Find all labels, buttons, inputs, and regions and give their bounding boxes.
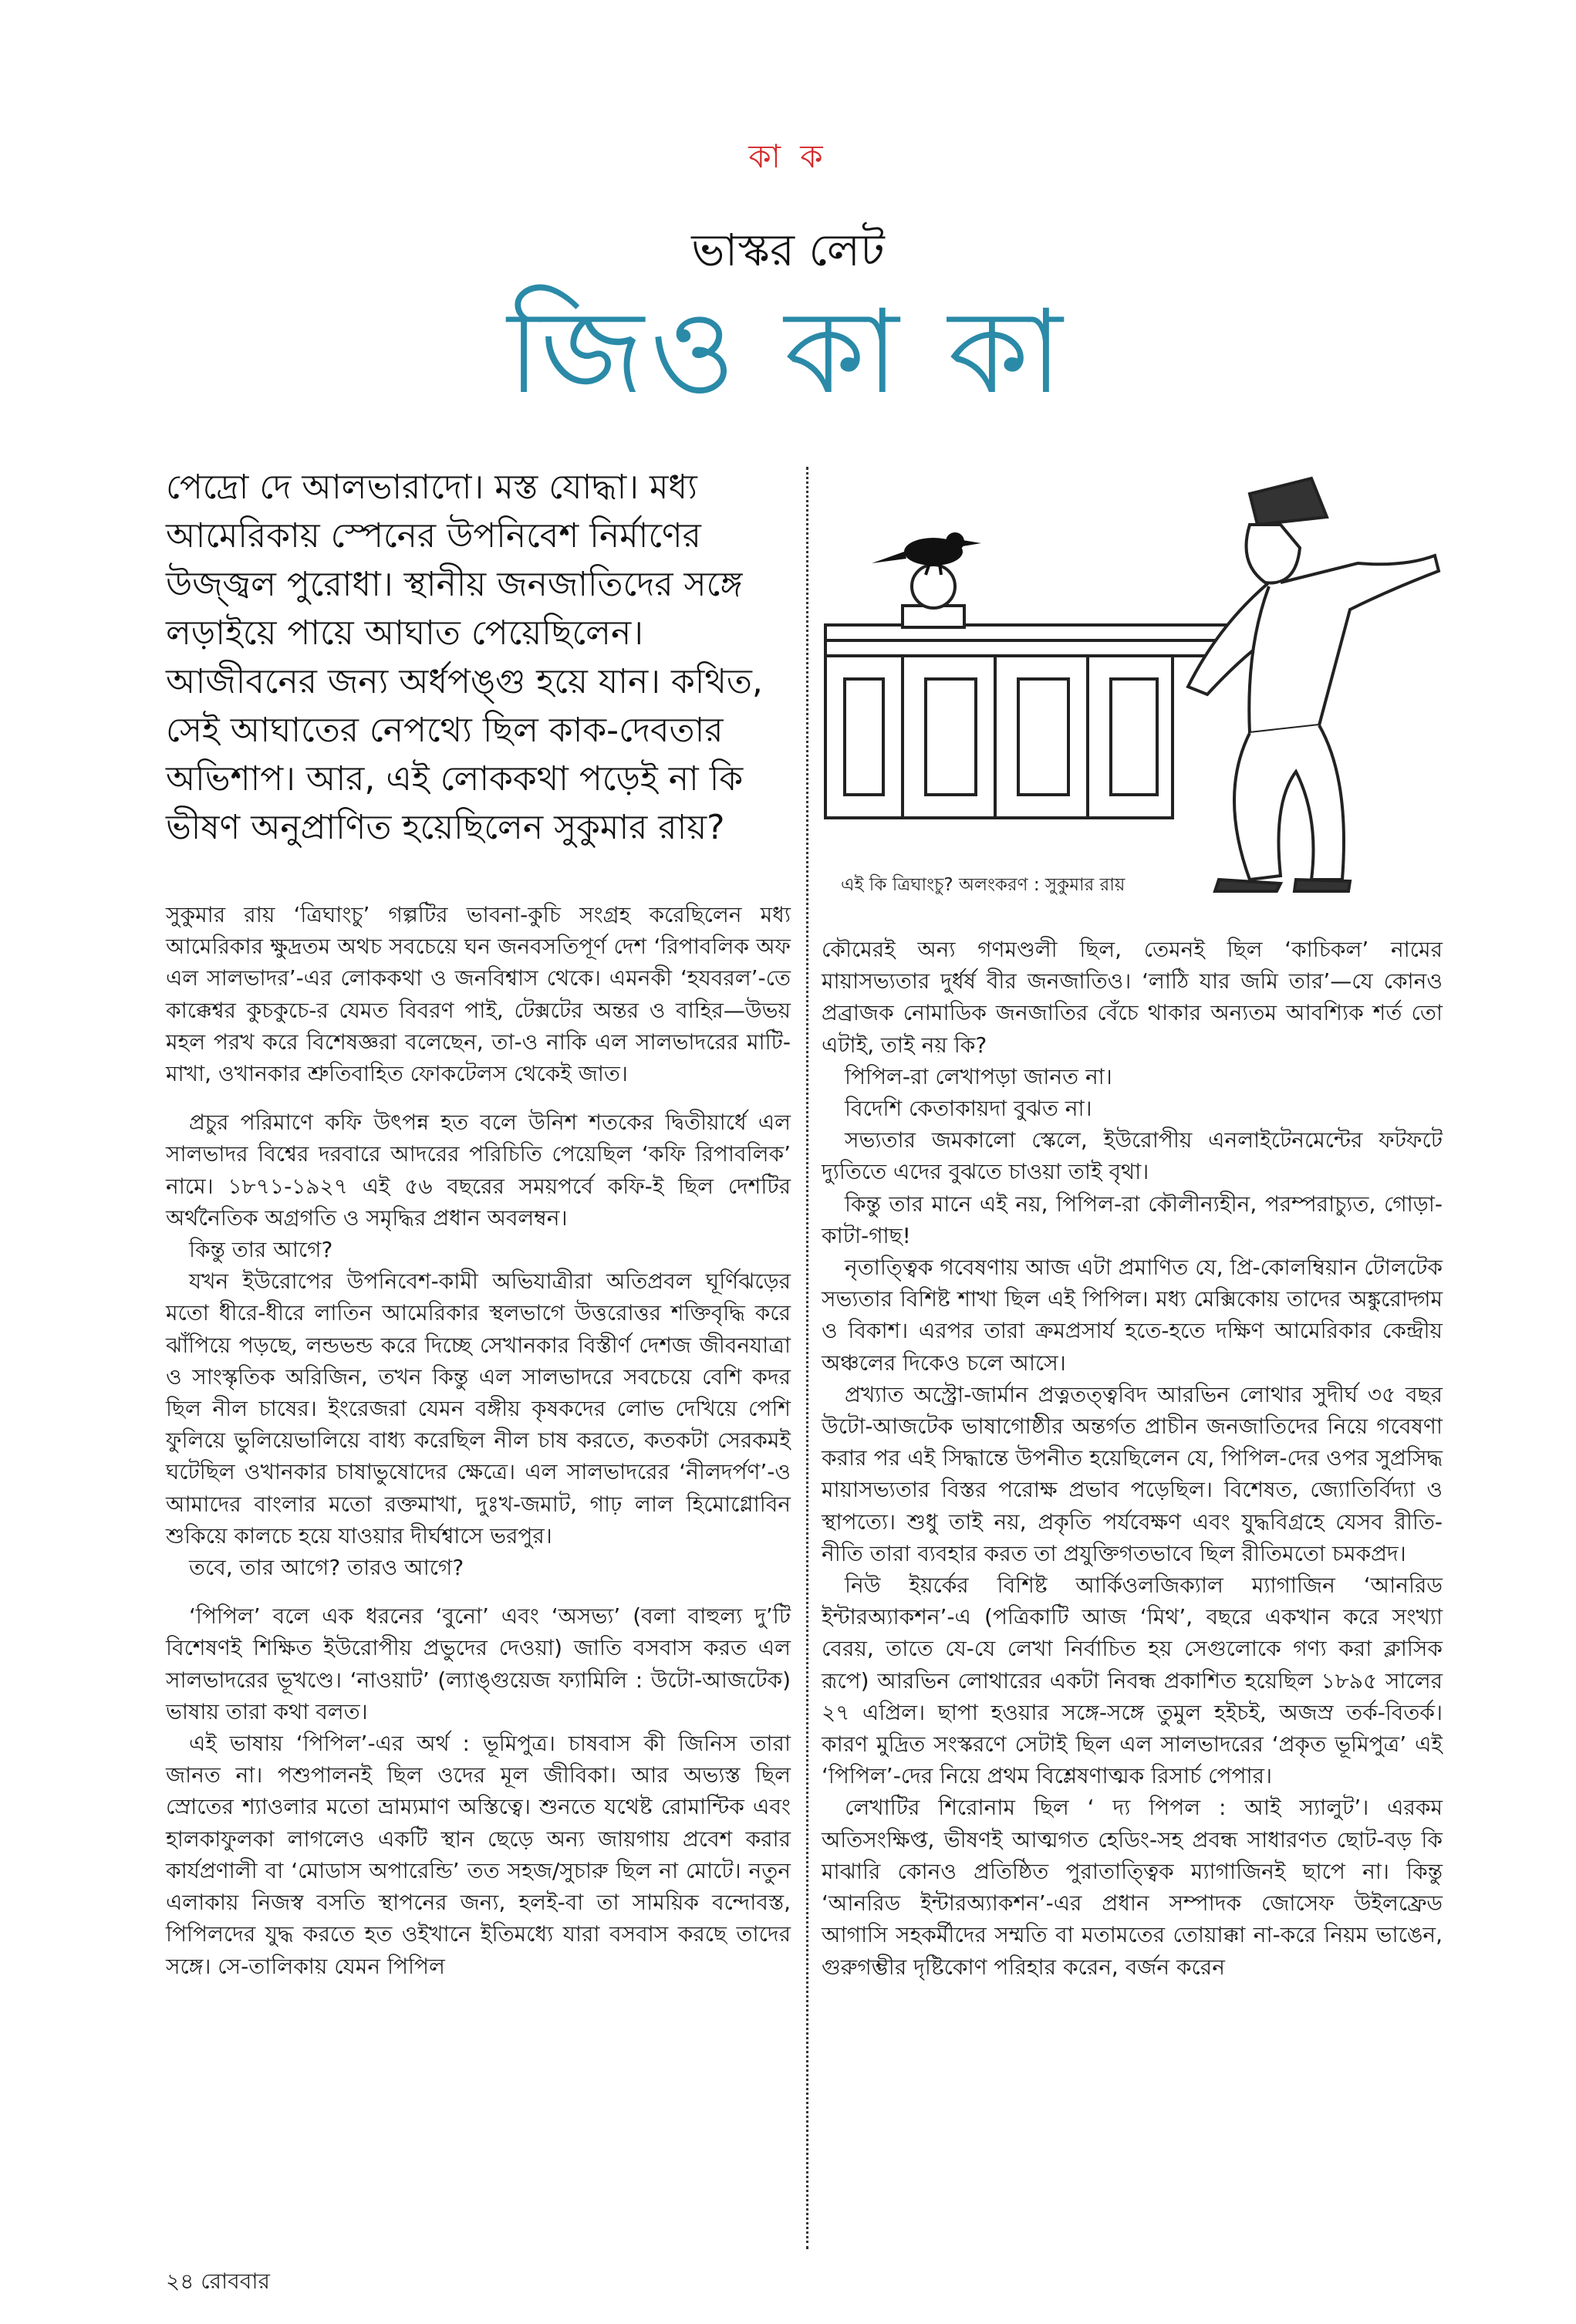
left-column — [166, 899, 791, 1982]
headline: জিও কা কা — [507, 285, 1069, 420]
paragraph: নিউ ইয়র্কের বিশিষ্ট আর্কিওলজিক্যাল ম্যাগাজিন ‘আনরিড ইন্টারঅ্যাকশন’-এ (পত্রিকাটি আজ ‘মিথ’, বছরে একখান করে সংখ্যা বেরয়, তাতে যে-যে লেখা নির্বাচিত হয় সেগুলোকে গণ্য করা ক্লাসিক রূপে) আরভিন লোথারের একটা নিবন্ধ প্রকাশিত হয়েছিল ১৮৯৫ সালের ২৭ এপ্রিল। ছাপা হওয়ার সঙ্গে-সঙ্গে তুমুল হইচই, অজস্র তর্ক-বিতর্ক। কারণ মুদ্রিত সংস্করণে সেটাই ছিল এল সালভাদরের ‘প্রকৃত ভূমিপুত্র’ এই ‘পিপিল’-দের নিয়ে প্রথম বিশ্লেষণাত্মক রিসার্চ পেপার। — [822, 1572, 1443, 1789]
paragraph: সভ্যতার জমকালো স্কেলে, ইউরোপীয় এনলাইটেনমেন্টের ফটফটে দ্যুতিতে এদের বুঝতে চাওয়া তাই বৃথা। — [822, 1127, 1443, 1185]
paragraph: কিন্তু তার মানে এই নয়, পিপিল-রা কৌলীন্যহীন, পরম্পরাচ্যুত, গোড়া-কাটা-গাছ! — [822, 1191, 1443, 1248]
crow-illustration — [818, 448, 1450, 895]
lead-paragraph: পেদ্রো দে আলভারাদো। মস্ত যোদ্ধা। মধ্য আমেরিকায় স্পেনের উপনিবেশ নির্মাণের উজ্জ্বল পুরোধা। স্থানীয় জনজাতিদের সঙ্গে লড়াইয়ে পায়ে আঘাত পেয়েছিলেন। আজীবনের জন্য অর্ধপঙ্গু হয়ে যান। কথিত, সেই আঘাতের নেপথ্যে ছিল কাক-দেবতার অভিশাপ। আর, এই লোককথা পড়েই না কি ভীষণ অনুপ্রাণিত হয়েছিলেন সুকুমার রায়? — [166, 468, 763, 847]
paragraph: সুকুমার রায় ‘ত্রিঘাংচু’ গল্পটির ভাবনা-কুচি সংগ্রহ করেছিলেন মধ্য আমেরিকার ক্ষুদ্রতম অথচ সবচেয়ে ঘন জনবসতিপূর্ণ দেশ ‘রিপাবলিক অফ এল সালভাদর’-এর লোককথা ও জনবিশ্বাস থেকে। এমনকী ‘হযবরল’-তে কাক্কেশ্বর কুচকুচে-র যেমত বিবরণ পাই, টেক্সটের অন্তর ও বাহির—উভয় মহল পরখ করে বিশেষজ্ঞরা বলেছেন, তা-ও নাকি এল সালভাদরের মাটি-মাখা, ওখানকার শ্রুতিবাহিত ফোকটেলস থেকেই জাত। — [166, 902, 791, 1087]
author-byline: ভাস্কর লেট — [691, 224, 885, 276]
paragraph: লেখাটির শিরোনাম ছিল ‘ দ্য পিপল : আই স্যালুট’। এরকম অতিসংক্ষিপ্ত, ভীষণই আত্মগত হেডিং-সহ প্রবন্ধ সাধারণত ছোট-বড় কি মাঝারি কোনও প্রতিষ্ঠিত পুরাতাত্ত্বিক ম্যাগাজিনই ছাপে না। কিন্তু ‘আনরিড ইন্টারঅ্যাকশন’-এর প্রধান সম্পাদক জোসেফ উইলফ্রেড আগাসি সহকর্মীদের সম্মতি বা মতামতের তোয়াক্কা না-করে নিয়ম ভাঙেন, গুরুগম্ভীর দৃষ্টিকোণ পরিহার করেন, বর্জন করেন — [822, 1795, 1443, 1980]
paragraph: প্রচুর পরিমাণে কফি উৎপন্ন হত বলে উনিশ শতকের দ্বিতীয়ার্ধে এল সালভাদর বিশ্বের দরবারে আদরের পরিচিতি পেয়েছিল ‘কফি রিপাবলিক’ নামে। ১৮৭১-১৯২৭ এই ৫৬ বছরের সময়পর্বে কফি-ই ছিল দেশটির অর্থনৈতিক অগ্রগতি ও সমৃদ্ধির প্রধান অবলম্বন। — [166, 1110, 791, 1231]
paragraph: কৌমেরই অন্য গণমণ্ডলী ছিল, তেমনই ছিল ‘কাচিকল’ নামের মায়াসভ্যতার দুর্ধর্ষ বীর জনজাতিও। ‘লাঠি যার জমি তার’—যে কোনও প্রব্রাজক নোমাডিক জনজাতির বেঁচে থাকার অন্যতম আবশ্যিক শর্ত তো এটাই, তাই নয় কি? — [822, 937, 1443, 1058]
paragraph: এই ভাষায় ‘পিপিল’-এর অর্থ : ভূমিপুত্র। চাষবাস কী জিনিস তারা জানত না। পশুপালনই ছিল ওদের মূল জীবিকা। আর অভ্যস্ত ছিল স্রোতের শ্যাওলার মতো ভ্রাম্যমাণ অস্তিত্বে। শুনতে যথেষ্ট রোমান্টিক এবং হালকাফুলকা লাগলেও একটি স্থান ছেড়ে অন্য জায়গায় প্রবেশ করার কার্যপ্রণালী বা ‘মোডাস অপারেন্ডি’ তত সহজ/সুচারু ছিল না মোটে। নতুন এলাকায় নিজস্ব বসতি স্থাপনের জন্য, হলই-বা তা সাময়িক বন্দোবস্ত, পিপিলদের যুদ্ধ করতে হত ওইখানে ইতিমধ্যে যারা বসবাস করছে তাদের সঙ্গে। সে-তালিকায় যেমন পিপিল — [166, 1731, 791, 1979]
paragraph: কিন্তু তার আগে? — [189, 1237, 333, 1263]
illustration-caption: এই কি ত্রিঘাংচু? অলংকরণ : সুকুমার রায় — [841, 875, 1125, 895]
section-label: কা ক — [748, 137, 828, 175]
paragraph: প্রখ্যাত অস্ট্রো-জার্মান প্রত্নতত্ত্ববিদ আরভিন লোথার সুদীর্ঘ ৩৫ বছর উটো-আজটেক ভাষাগোষ্ঠীর অন্তর্গত প্রাচীন জনজাতিদের নিয়ে গবেষণা করার পর এই সিদ্ধান্তে উপনীত হয়েছিলেন যে, পিপিল-দের ওপর সুপ্রসিদ্ধ মায়াসভ্যতার বিস্তর পরোক্ষ প্রভাব পড়েছিল। বিশেষত, জ্যোতির্বিদ্যা ও স্থাপত্যে। শুধু তাই নয়, প্রকৃতি পর্যবেক্ষণ এবং যুদ্ধবিগ্রহে যেসব রীতি-নীতি তারা ব্যবহার করত তা প্রযুক্তিগতভাবে ছিল রীতিমতো চমকপ্রদ। — [822, 1381, 1443, 1566]
paragraph: তবে, তার আগে? তারও আগে? — [189, 1555, 464, 1581]
paragraph: ‘পিপিল’ বলে এক ধরনের ‘বুনো’ এবং ‘অসভ্য’ (বলা বাহুল্য দু’টি বিশেষণই শিক্ষিত ইউরোপীয় প্রভুদের দেওয়া) জাতি বসবাস করত এল সালভাদরের ভূখণ্ডে। ‘নাওয়াট’ (ল্যাঙ্গুয়েজ ফ্যামিলি : উটো-আজটেক) ভাষায় তারা কথা বলত। — [166, 1603, 791, 1724]
column-divider — [806, 467, 808, 2249]
paragraph: যখন ইউরোপের উপনিবেশ-কামী অভিযাত্রীরা অতিপ্রবল ঘূর্ণিঝড়ের মতো ধীরে-ধীরে লাতিন আমেরিকার স্থলভাগে উত্তরোত্তর শক্তিবৃদ্ধি করে ঝাঁপিয়ে পড়ছে, লন্ডভন্ড করে দিচ্ছে সেখানকার বিস্তীর্ণ দেশজ জীবনযাত্রা ও সাংস্কৃতিক অরিজিন, তখন কিন্তু এল সালভাদরে সবচেয়ে বেশি কদর ছিল নীল চাষের। ইংরেজরা যেমন বঙ্গীয় কৃষকদের লোভ দেখিয়ে পেশি ফুলিয়ে ভুলিয়েভালিয়ে বাধ্য করেছিল নীল চাষ করতে, কতকটা সেরকমই ঘটেছিল ওখানকার চাষাভুষোদের ক্ষেত্রে। এল সালভাদরের ‘নীলদর্পণ’-ও আমাদের বাংলার মতো রক্তমাখা, দুঃখ-জমাট, গাঢ় লাল হিমোগ্লোবিন শুকিয়ে কালচে হয়ে যাওয়ার দীর্ঘশ্বাসে ভরপুর। — [166, 1268, 791, 1549]
right-column — [822, 934, 1443, 1983]
paragraph: নৃতাত্ত্বিক গবেষণায় আজ এটা প্রমাণিত যে, প্রি-কোলম্বিয়ান টোলটেক সভ্যতার বিশিষ্ট শাখা ছিল এই পিপিল। মধ্য মেক্সিকোয় তাদের অঙ্কুরোদ্গম ও বিকাশ। এরপর তারা ক্রমপ্রসার্য হতে-হতে দক্ষিণ আমেরিকার কেন্দ্রীয় অঞ্চলের দিকেও চলে আসে। — [822, 1255, 1443, 1376]
paragraph: পিপিল-রা লেখাপড়া জানত না। — [845, 1063, 1112, 1089]
paragraph: বিদেশি কেতাকায়দা বুঝত না। — [845, 1096, 1092, 1122]
page-footer: ২৪ রোববার — [166, 2268, 270, 2294]
